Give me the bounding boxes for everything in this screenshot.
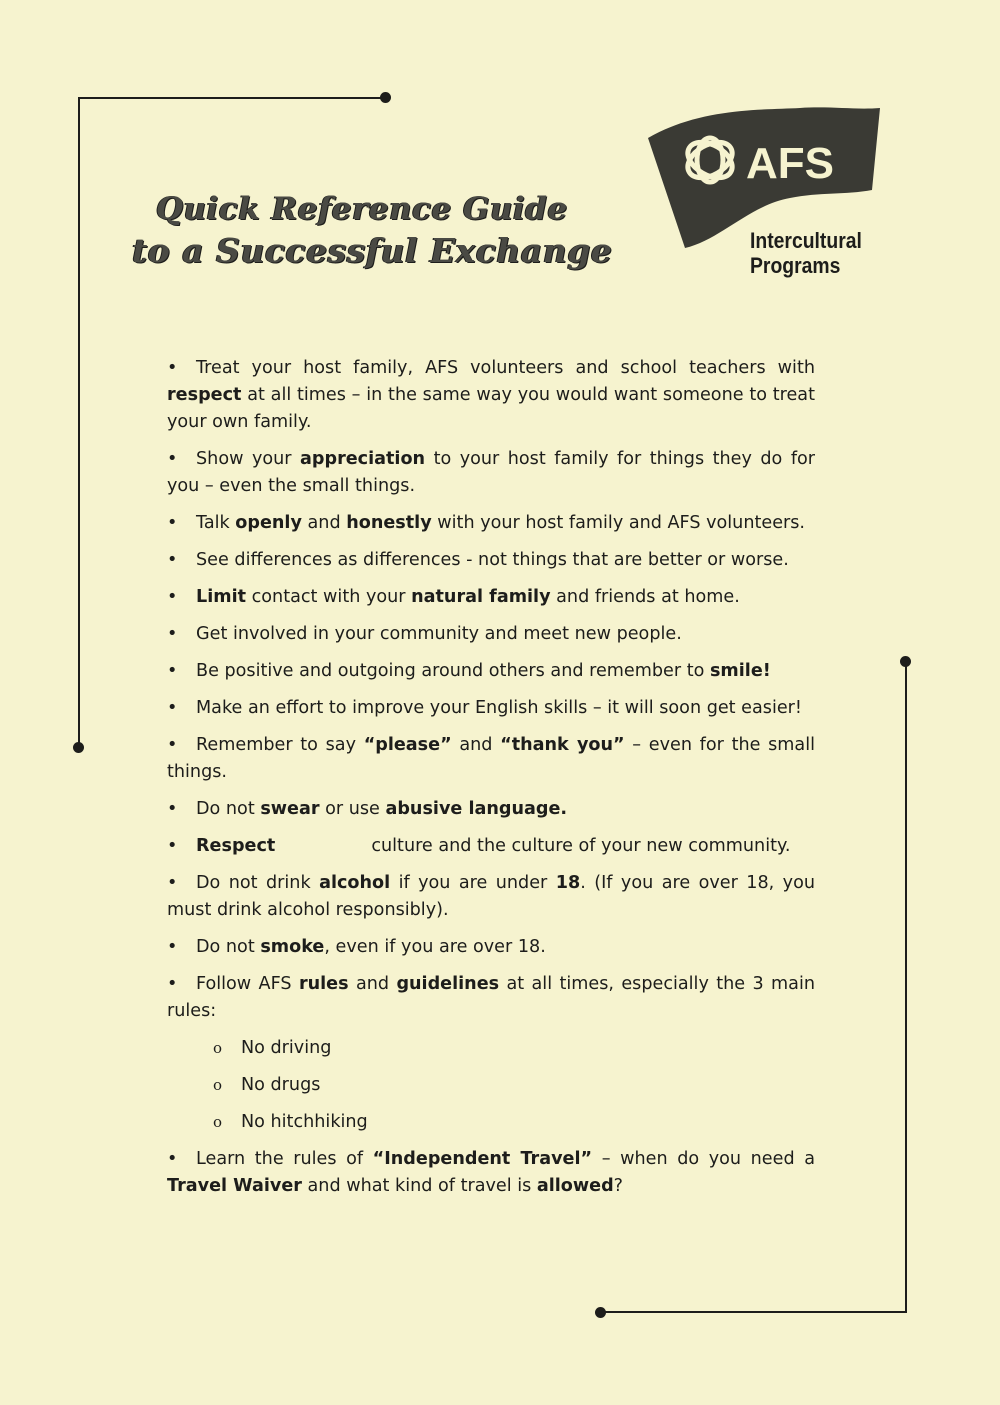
emphasis-text: natural family (411, 587, 551, 607)
subitem-text: No hitchhiking (241, 1112, 368, 1132)
emphasis-text: guidelines (396, 974, 500, 994)
frame-dot-right (900, 656, 911, 667)
item-text: Show your (196, 449, 301, 469)
guide-subitem (213, 1109, 815, 1136)
logo-subtitle-line-1: Intercultural (750, 228, 862, 253)
emphasis-text: allowed (536, 1176, 614, 1196)
bullet-icon: • (167, 513, 178, 533)
bullet-icon: • (167, 974, 178, 994)
logo-name: AFS (746, 139, 834, 188)
guide-item (167, 547, 815, 574)
emphasis-text: “thank you” (500, 735, 625, 755)
bullet-icon: • (167, 587, 178, 607)
item-text: ? (613, 1176, 624, 1196)
frame-bottom-right-horizontal (600, 1311, 907, 1313)
frame-dot-top (380, 92, 391, 103)
logo-subtitle-line-2: Programs (750, 253, 841, 278)
frame-top-left-horizontal (78, 97, 386, 99)
guide-item (167, 870, 815, 924)
bullet-icon: • (167, 836, 178, 856)
guide-item (167, 934, 815, 961)
item-text: Learn the rules of (196, 1149, 373, 1169)
emphasis-text: appreciation (300, 449, 426, 469)
item-text: Follow AFS (196, 974, 299, 994)
guide-item (167, 732, 815, 786)
bullet-icon: • (167, 550, 178, 570)
emphasis-text: Limit (196, 587, 247, 607)
item-text: if you are under (390, 873, 556, 893)
guide-item (167, 833, 815, 860)
guide-item (167, 446, 815, 500)
item-text: Do not (196, 799, 261, 819)
bullet-icon: • (167, 358, 178, 378)
emphasis-text: 18 (555, 873, 581, 893)
guide-item (167, 658, 815, 685)
emphasis-text: openly (235, 513, 302, 533)
emphasis-text: alcohol (319, 873, 391, 893)
guide-subitem (213, 1035, 815, 1062)
frame-dot-bottom (595, 1307, 606, 1318)
guide-list (167, 355, 815, 1210)
item-text: contact with your (246, 587, 412, 607)
item-text: at all times – in the same way you would want someone to treat your own family. (167, 385, 815, 432)
item-text: at all times, especially the 3 main rules: (167, 974, 815, 1021)
item-text: and friends at home. (550, 587, 740, 607)
item-text: Be positive and outgoing around others and remember to (196, 661, 710, 681)
item-text: Treat your host family, AFS volunteers and school teachers with (196, 358, 815, 378)
logo-subtitle (750, 228, 862, 278)
emphasis-text: rules (298, 974, 349, 994)
item-text: and (451, 735, 501, 755)
emphasis-text: Respect (196, 836, 276, 856)
guide-item (167, 971, 815, 1025)
guide-item (167, 510, 815, 537)
guide-item (167, 796, 815, 823)
bullet-icon: • (167, 799, 178, 819)
item-text: with your host family and AFS volunteers. (431, 513, 806, 533)
bullet-icon: • (167, 1149, 178, 1169)
item-text: Remember to say (196, 735, 364, 755)
circle-bullet-icon: o (213, 1113, 223, 1131)
item-text: , even if you are over 18. (324, 937, 546, 957)
emphasis-text: swear (260, 799, 320, 819)
subitem-text: No driving (241, 1038, 332, 1058)
subitem-text: No drugs (241, 1075, 321, 1095)
item-text: Make an effort to improve your English skills – it will soon get easier! (196, 698, 802, 718)
emphasis-text: abusive language. (385, 799, 568, 819)
bullet-icon: • (167, 873, 178, 893)
circle-bullet-icon: o (213, 1039, 223, 1057)
item-text: and what kind of travel is (301, 1176, 537, 1196)
item-text: and (348, 974, 397, 994)
emphasis-text: “please” (363, 735, 452, 755)
item-text: to your host family for things they do for you – even the small things. (167, 449, 816, 496)
emphasis-text: “Independent Travel” (372, 1149, 593, 1169)
item-text: Do not drink (196, 873, 320, 893)
item-text: Do not (196, 937, 261, 957)
item-text: or use (319, 799, 386, 819)
guide-item (167, 1146, 815, 1200)
guide-subitem (213, 1072, 815, 1099)
guide-item (167, 695, 815, 722)
item-text: and (301, 513, 347, 533)
frame-left-vertical (78, 97, 80, 747)
frame-right-vertical (905, 662, 907, 1313)
bullet-icon: • (167, 624, 178, 644)
item-text: See differences as differences - not things that are better or worse. (196, 550, 789, 570)
guide-item (167, 584, 815, 611)
title-line-2: to a Successful Exchange (132, 231, 613, 270)
item-text: – when do you need a (592, 1149, 816, 1169)
page-title (132, 188, 612, 272)
guide-item (167, 621, 815, 648)
item-text: – even for the small things. (167, 735, 815, 782)
frame-dot-left (73, 742, 84, 753)
item-text: Talk (196, 513, 236, 533)
bullet-icon: • (167, 937, 178, 957)
item-text: Get involved in your community and meet new people. (196, 624, 682, 644)
item-text: . (If you are over 18, you must drink alcohol responsibly). (167, 873, 816, 920)
emphasis-text: Travel Waiver (167, 1176, 302, 1196)
circle-bullet-icon: o (213, 1076, 223, 1094)
emphasis-text: smoke (260, 937, 325, 957)
bullet-icon: • (167, 735, 178, 755)
title-line-1: Quick Reference Guide (156, 191, 568, 227)
bullet-icon: • (167, 661, 178, 681)
emphasis-text: smile! (709, 661, 771, 681)
bullet-icon: • (167, 698, 178, 718)
item-text: culture and the culture of your new community. (371, 836, 791, 856)
emphasis-text: honestly (346, 513, 432, 533)
guide-item (167, 355, 815, 436)
emphasis-text: respect (167, 385, 242, 405)
bullet-icon: • (167, 449, 178, 469)
